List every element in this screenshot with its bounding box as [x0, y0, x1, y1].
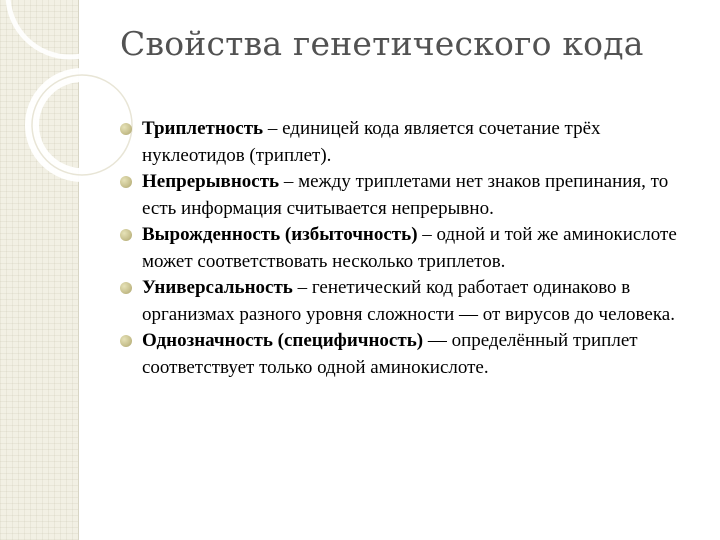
bullet-icon [120, 176, 132, 188]
property-term: Непрерывность [142, 171, 280, 192]
property-description: единицей кода является сочетание трёх нуклеотидов (триплет). [142, 118, 601, 166]
property-dash: – [279, 171, 299, 192]
property-description: одной и той же аминокислоте может соответствовать несколько триплетов. [142, 224, 677, 272]
property-dash: — [423, 330, 452, 351]
slide-title: Свойства генетического кода [120, 24, 644, 63]
properties-list [120, 116, 700, 381]
list-item [120, 222, 700, 275]
property-description: генетический код работает одинаково в организмах разного уровня сложности — от вирусов до человека. [142, 277, 675, 325]
property-dash: – [263, 118, 283, 139]
bullet-icon [120, 229, 132, 241]
decorative-circles [0, 0, 140, 200]
property-description: между триплетами нет знаков препинания, то есть информация считывается непрерывно. [142, 171, 669, 219]
list-item [120, 275, 700, 328]
bullet-icon [120, 282, 132, 294]
property-term: Универсальность [142, 277, 293, 298]
property-dash: – [292, 277, 312, 298]
properties-list-container [120, 116, 700, 381]
property-term: Вырожденность (избыточность) [142, 224, 418, 245]
list-item [120, 116, 700, 169]
list-item [120, 169, 700, 222]
property-term: Триплетность [142, 118, 264, 139]
property-description: определённый триплет соответствует только одной аминокислоте. [142, 330, 638, 378]
list-item [120, 328, 700, 381]
property-term: Однозначность (специфичность) [142, 330, 424, 351]
bullet-icon [120, 123, 132, 135]
property-dash: – [417, 224, 437, 245]
bullet-icon [120, 335, 132, 347]
